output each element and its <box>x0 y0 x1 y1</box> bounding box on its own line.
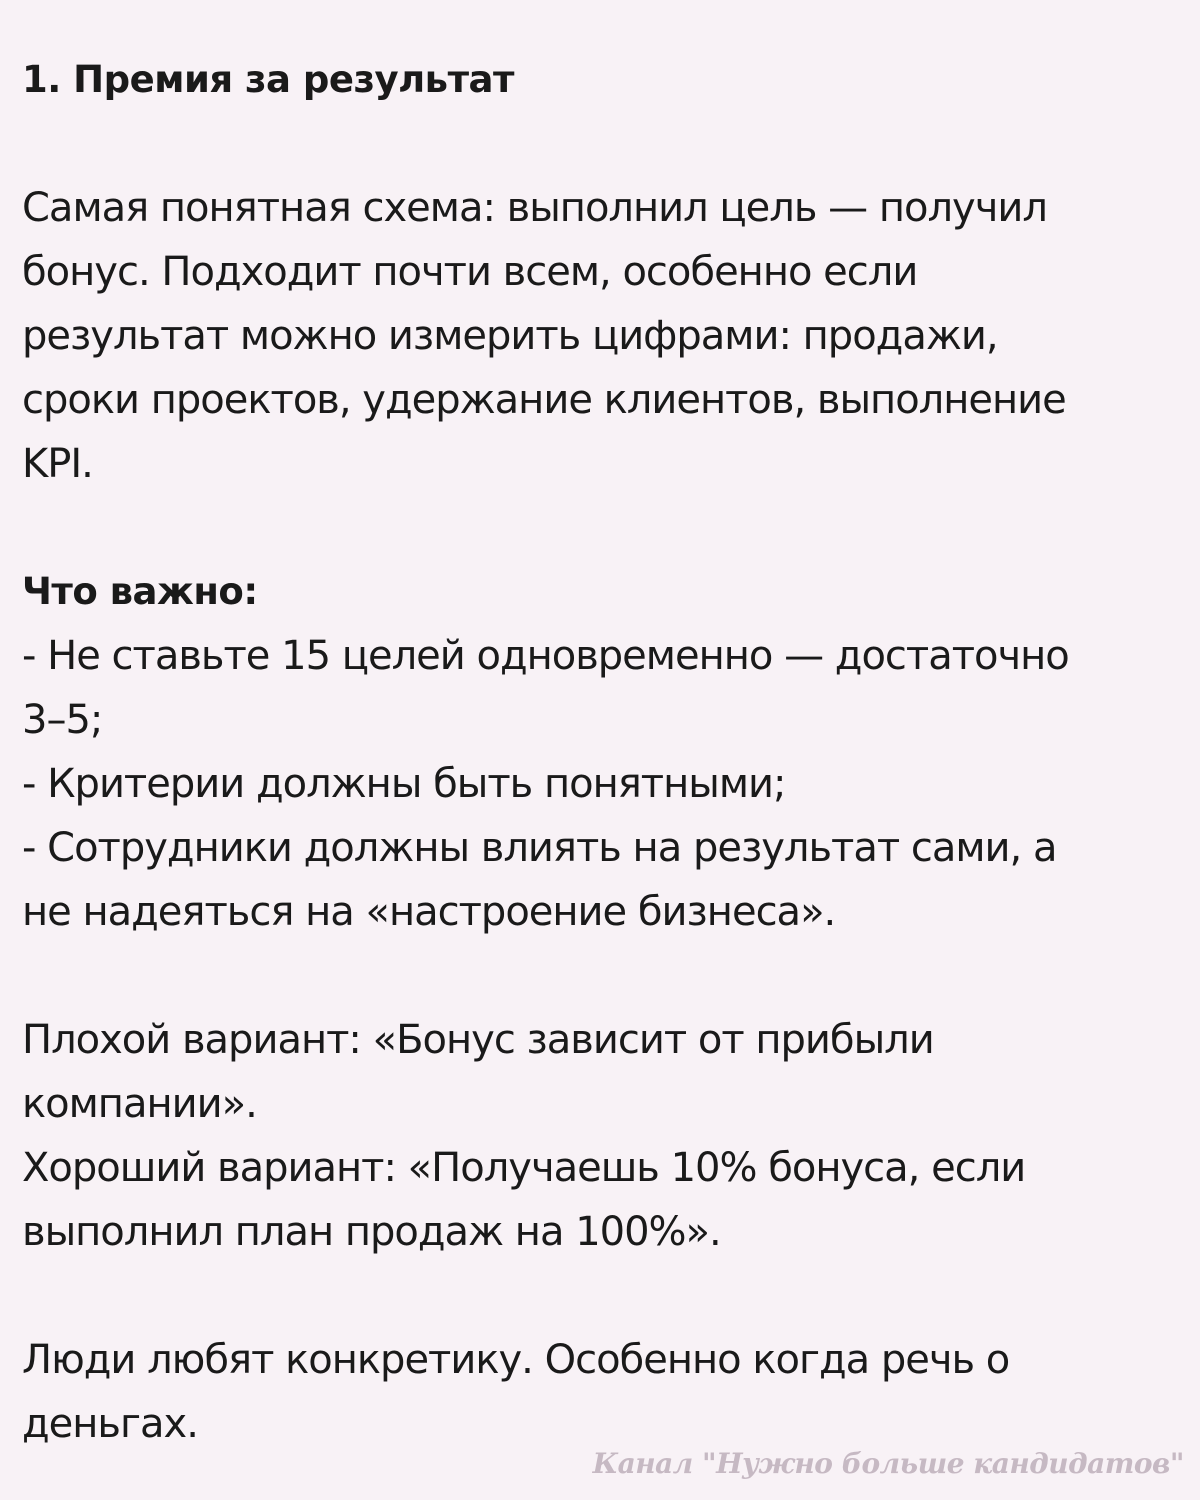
channel-watermark: Канал "Нужно больше кандидатов" <box>592 1447 1184 1480</box>
good-example: Хороший вариант: «Получаешь 10% бонуса, если выполнил план продаж на 100%». <box>22 1145 1026 1255</box>
document-body <box>22 48 1182 1456</box>
bad-example: Плохой вариант: «Бонус зависит от прибыли компании». <box>22 1017 934 1127</box>
spacer <box>22 944 1182 1008</box>
spacer <box>22 112 1182 176</box>
closing-paragraph: Люди любят конкретику. Особенно когда речь о деньгах. <box>22 1337 1010 1447</box>
intro-paragraph: Самая понятная схема: выполнил цель — получил бонус. Подходит почти всем, особенно если результат можно измерить цифрами: продажи, сроки проектов, удержание клиентов, выполнение KPI. <box>22 185 1066 487</box>
spacer <box>22 1264 1182 1328</box>
list-item: - Критерии должны быть понятными; <box>22 761 786 807</box>
list-item: - Не ставьте 15 целей одновременно — достаточно 3–5; <box>22 633 1069 743</box>
important-heading: Что важно: <box>22 570 258 613</box>
section-heading: 1. Премия за результат <box>22 58 514 101</box>
important-list <box>22 624 1182 944</box>
list-item: - Сотрудники должны влиять на результат сами, а не надеяться на «настроение бизнеса». <box>22 825 1057 935</box>
spacer <box>22 496 1182 560</box>
